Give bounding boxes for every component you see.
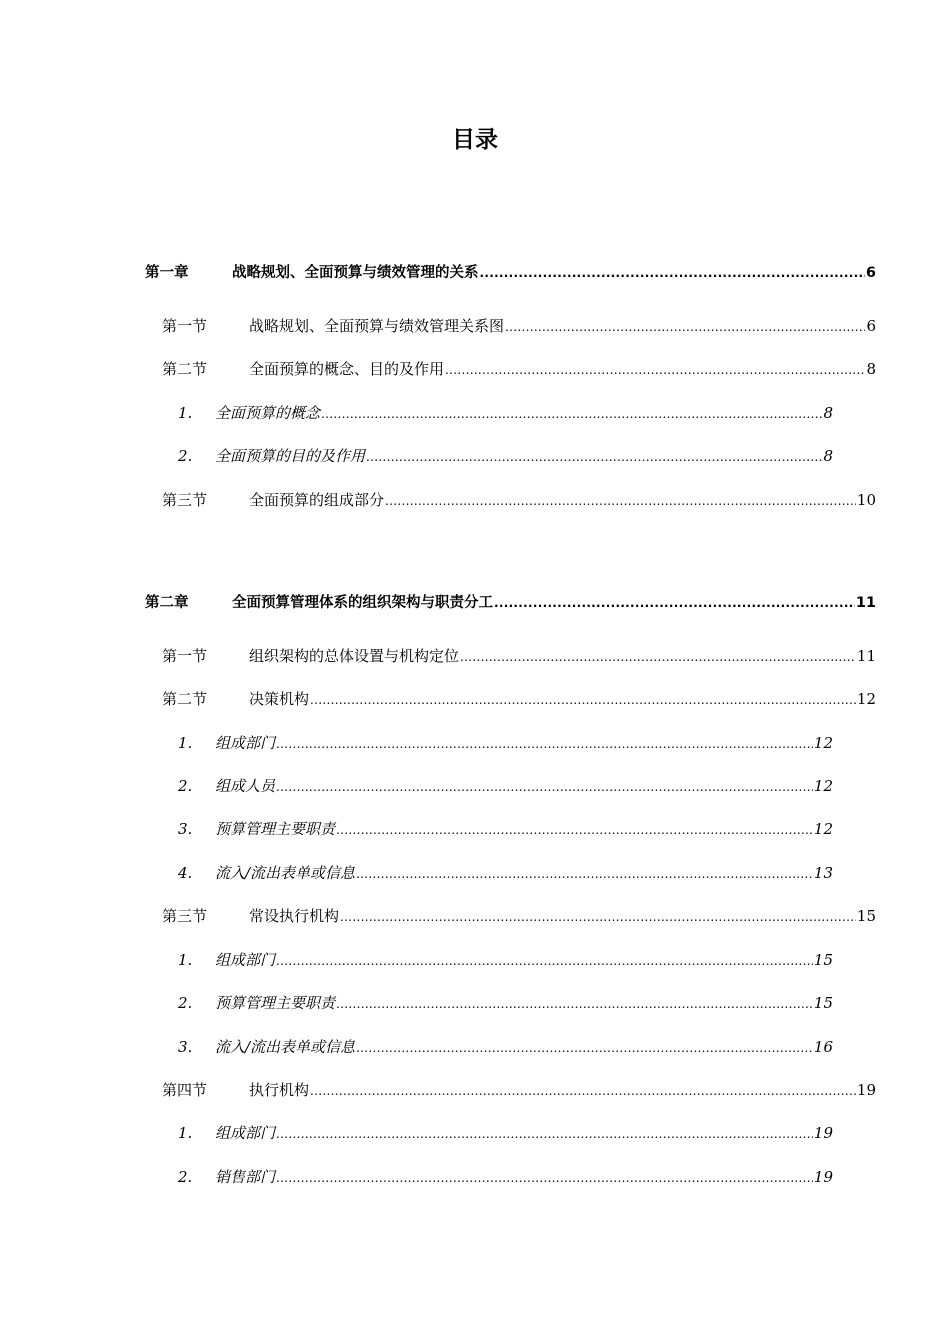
- toc-text: 预算管理主要职责: [215, 820, 336, 838]
- toc-label: 第三节: [162, 907, 208, 925]
- toc-leader-dots: [356, 1037, 813, 1059]
- toc-label: 4.: [178, 864, 193, 882]
- toc-page-number: 19: [813, 1124, 833, 1142]
- toc-leader-dots: [505, 316, 865, 338]
- toc-page-number: 12: [813, 734, 833, 752]
- toc-page-number: 19: [813, 1168, 833, 1186]
- toc-item-entry[interactable]: [178, 402, 833, 424]
- toc-section-entry[interactable]: [162, 358, 876, 380]
- toc-page-number: 11: [856, 647, 876, 665]
- toc-text: 组成部门: [215, 1124, 276, 1142]
- toc-text: 预算管理主要职责: [215, 994, 336, 1012]
- toc-leader-dots: [276, 776, 813, 798]
- toc-item-entry[interactable]: [178, 1122, 833, 1144]
- toc-text: 流入/流出表单或信息: [215, 1038, 356, 1056]
- toc-leader-dots: [494, 592, 855, 614]
- toc-label: 第四节: [162, 1081, 208, 1099]
- toc-leader-dots: [310, 1080, 856, 1102]
- toc-leader-dots: [356, 863, 813, 885]
- toc-page-number: 15: [813, 951, 833, 969]
- toc-label: 2.: [178, 994, 193, 1012]
- toc-text: 执行机构: [249, 1081, 310, 1099]
- toc-leader-dots: [445, 359, 865, 381]
- toc-text: 常设执行机构: [249, 907, 340, 925]
- toc-item-entry[interactable]: [178, 775, 833, 797]
- toc-page-number: 12: [813, 820, 833, 838]
- toc-leader-dots: [385, 490, 856, 512]
- toc-section-entry[interactable]: [162, 688, 876, 710]
- toc-label: 3.: [178, 820, 193, 838]
- toc-leader-dots: [480, 262, 865, 284]
- toc-text: 销售部门: [215, 1168, 276, 1186]
- toc-text: 流入/流出表单或信息: [215, 864, 356, 882]
- toc-label: 第二节: [162, 360, 208, 378]
- toc-text: 全面预算的概念: [215, 404, 321, 422]
- toc-item-entry[interactable]: [178, 949, 833, 971]
- toc-label: 2.: [178, 777, 193, 795]
- toc-chapter-entry[interactable]: [145, 262, 876, 284]
- toc-leader-dots: [460, 646, 856, 668]
- toc-leader-dots: [336, 993, 813, 1015]
- toc-text: 组织架构的总体设置与机构定位: [249, 647, 460, 665]
- toc-page-number: 13: [813, 864, 833, 882]
- toc-leader-dots: [276, 950, 813, 972]
- page-title: 目录: [452, 127, 498, 153]
- toc-item-entry[interactable]: [178, 732, 833, 754]
- toc-section-entry[interactable]: [162, 489, 876, 511]
- toc-chapter-entry[interactable]: [145, 592, 876, 614]
- toc-text: 全面预算管理体系的组织架构与职责分工: [232, 595, 493, 611]
- toc-item-entry[interactable]: [178, 818, 833, 840]
- toc-label: 第一节: [162, 647, 208, 665]
- toc-page-number: 8: [823, 404, 833, 422]
- toc-leader-dots: [276, 1123, 813, 1145]
- toc-page-number: 12: [856, 690, 876, 708]
- toc-leader-dots: [336, 819, 813, 841]
- toc-label: 2.: [178, 447, 193, 465]
- toc-label: 1.: [178, 404, 193, 422]
- toc-item-entry[interactable]: [178, 992, 833, 1014]
- toc-page-number: 8: [823, 447, 833, 465]
- toc-text: 组成部门: [215, 951, 276, 969]
- toc-page-number: 10: [856, 491, 876, 509]
- toc-item-entry[interactable]: [178, 1036, 833, 1058]
- toc-page-number: 19: [856, 1081, 876, 1099]
- toc-label: 第一章: [145, 265, 189, 281]
- toc-page-number: 6: [866, 317, 876, 335]
- toc-label: 第三节: [162, 491, 208, 509]
- toc-label: 第二章: [145, 595, 189, 611]
- toc-text: 战略规划、全面预算与绩效管理的关系: [232, 265, 479, 281]
- toc-page-number: 16: [813, 1038, 833, 1056]
- toc-page-number: 11: [855, 595, 876, 611]
- toc-text: 组成部门: [215, 734, 276, 752]
- toc-text: 战略规划、全面预算与绩效管理关系图: [249, 317, 505, 335]
- toc-leader-dots: [366, 446, 822, 468]
- toc-text: 全面预算的目的及作用: [215, 447, 366, 465]
- toc-leader-dots: [340, 906, 856, 928]
- toc-page-number: 8: [866, 360, 876, 378]
- toc-text: 全面预算的概念、目的及作用: [249, 360, 445, 378]
- toc-label: 1.: [178, 1124, 193, 1142]
- toc-label: 2.: [178, 1168, 193, 1186]
- toc-section-entry[interactable]: [162, 315, 876, 337]
- toc-text: 组成人员: [215, 777, 276, 795]
- toc-leader-dots: [310, 689, 856, 711]
- toc-page-number: 6: [865, 265, 876, 281]
- toc-label: 1.: [178, 734, 193, 752]
- toc-page-number: 15: [856, 907, 876, 925]
- toc-leader-dots: [276, 1167, 813, 1189]
- toc-item-entry[interactable]: [178, 445, 833, 467]
- toc-label: 第一节: [162, 317, 208, 335]
- toc-label: 3.: [178, 1038, 193, 1056]
- toc-section-entry[interactable]: [162, 905, 876, 927]
- toc-text: 决策机构: [249, 690, 310, 708]
- toc-label: 第二节: [162, 690, 208, 708]
- toc-item-entry[interactable]: [178, 862, 833, 884]
- toc-section-entry[interactable]: [162, 1079, 876, 1101]
- toc-page-number: 12: [813, 777, 833, 795]
- toc-leader-dots: [321, 403, 822, 425]
- toc-leader-dots: [276, 733, 813, 755]
- toc-item-entry[interactable]: [178, 1166, 833, 1188]
- toc-label: 1.: [178, 951, 193, 969]
- toc-section-entry[interactable]: [162, 645, 876, 667]
- toc-page-number: 15: [813, 994, 833, 1012]
- toc-text: 全面预算的组成部分: [249, 491, 385, 509]
